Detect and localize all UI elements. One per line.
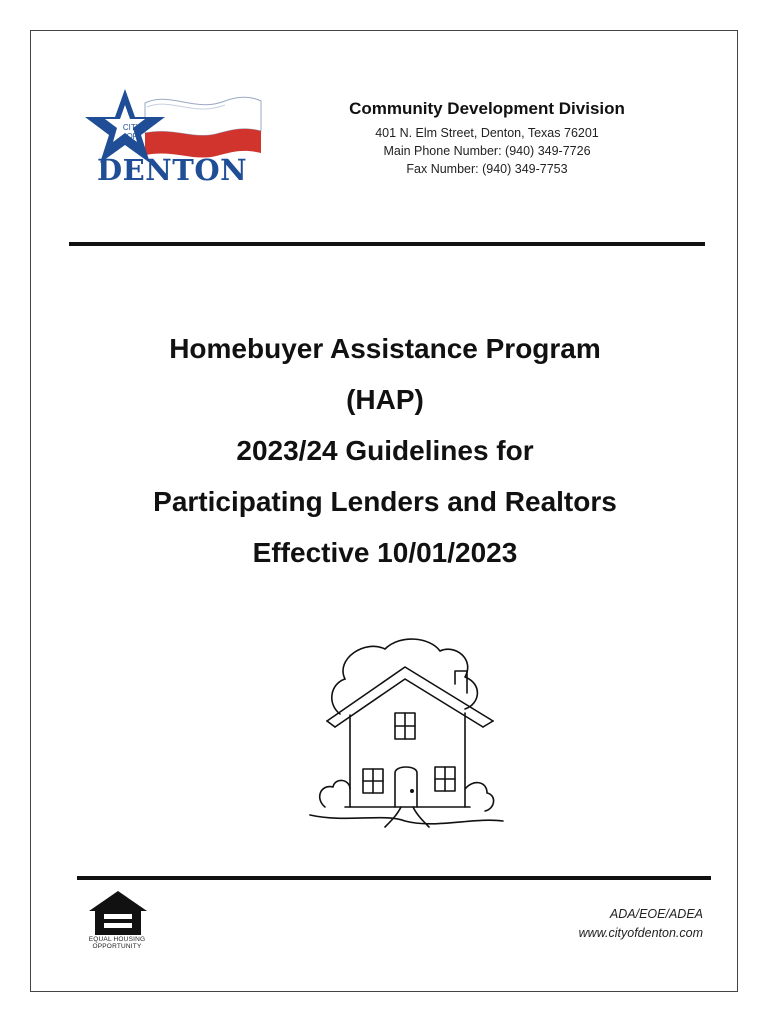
document-title: [31, 323, 739, 578]
footer-ada: ADA/EOE/ADEA: [609, 907, 703, 921]
organization-header: [327, 99, 647, 178]
org-name: Community Development Division: [349, 99, 625, 118]
org-address: 401 N. Elm Street, Denton, Texas 76201: [375, 126, 599, 140]
footer-info: [579, 905, 703, 943]
equal-housing-opportunity-text: EQUAL HOUSING OPPORTUNITY: [88, 936, 146, 950]
document-page: [30, 30, 738, 992]
house-sketch-illustration: [305, 629, 505, 829]
footer-website: www.cityofdenton.com: [578, 926, 703, 940]
logo-city-of-text: CITY OF: [122, 123, 142, 141]
title-line-1: Homebuyer Assistance Program: [169, 333, 601, 364]
footer-divider: [77, 876, 711, 880]
header-divider: [69, 242, 705, 246]
title-line-5: Effective 10/01/2023: [252, 537, 518, 568]
title-line-2: (HAP): [346, 384, 424, 415]
title-line-3: 2023/24 Guidelines for: [236, 435, 534, 466]
org-fax: Fax Number: (940) 349-7753: [406, 162, 568, 176]
logo-denton-text: DENTON: [97, 153, 248, 187]
title-line-4: Participating Lenders and Realtors: [153, 486, 617, 517]
org-phone: Main Phone Number: (940) 349-7726: [383, 144, 591, 158]
